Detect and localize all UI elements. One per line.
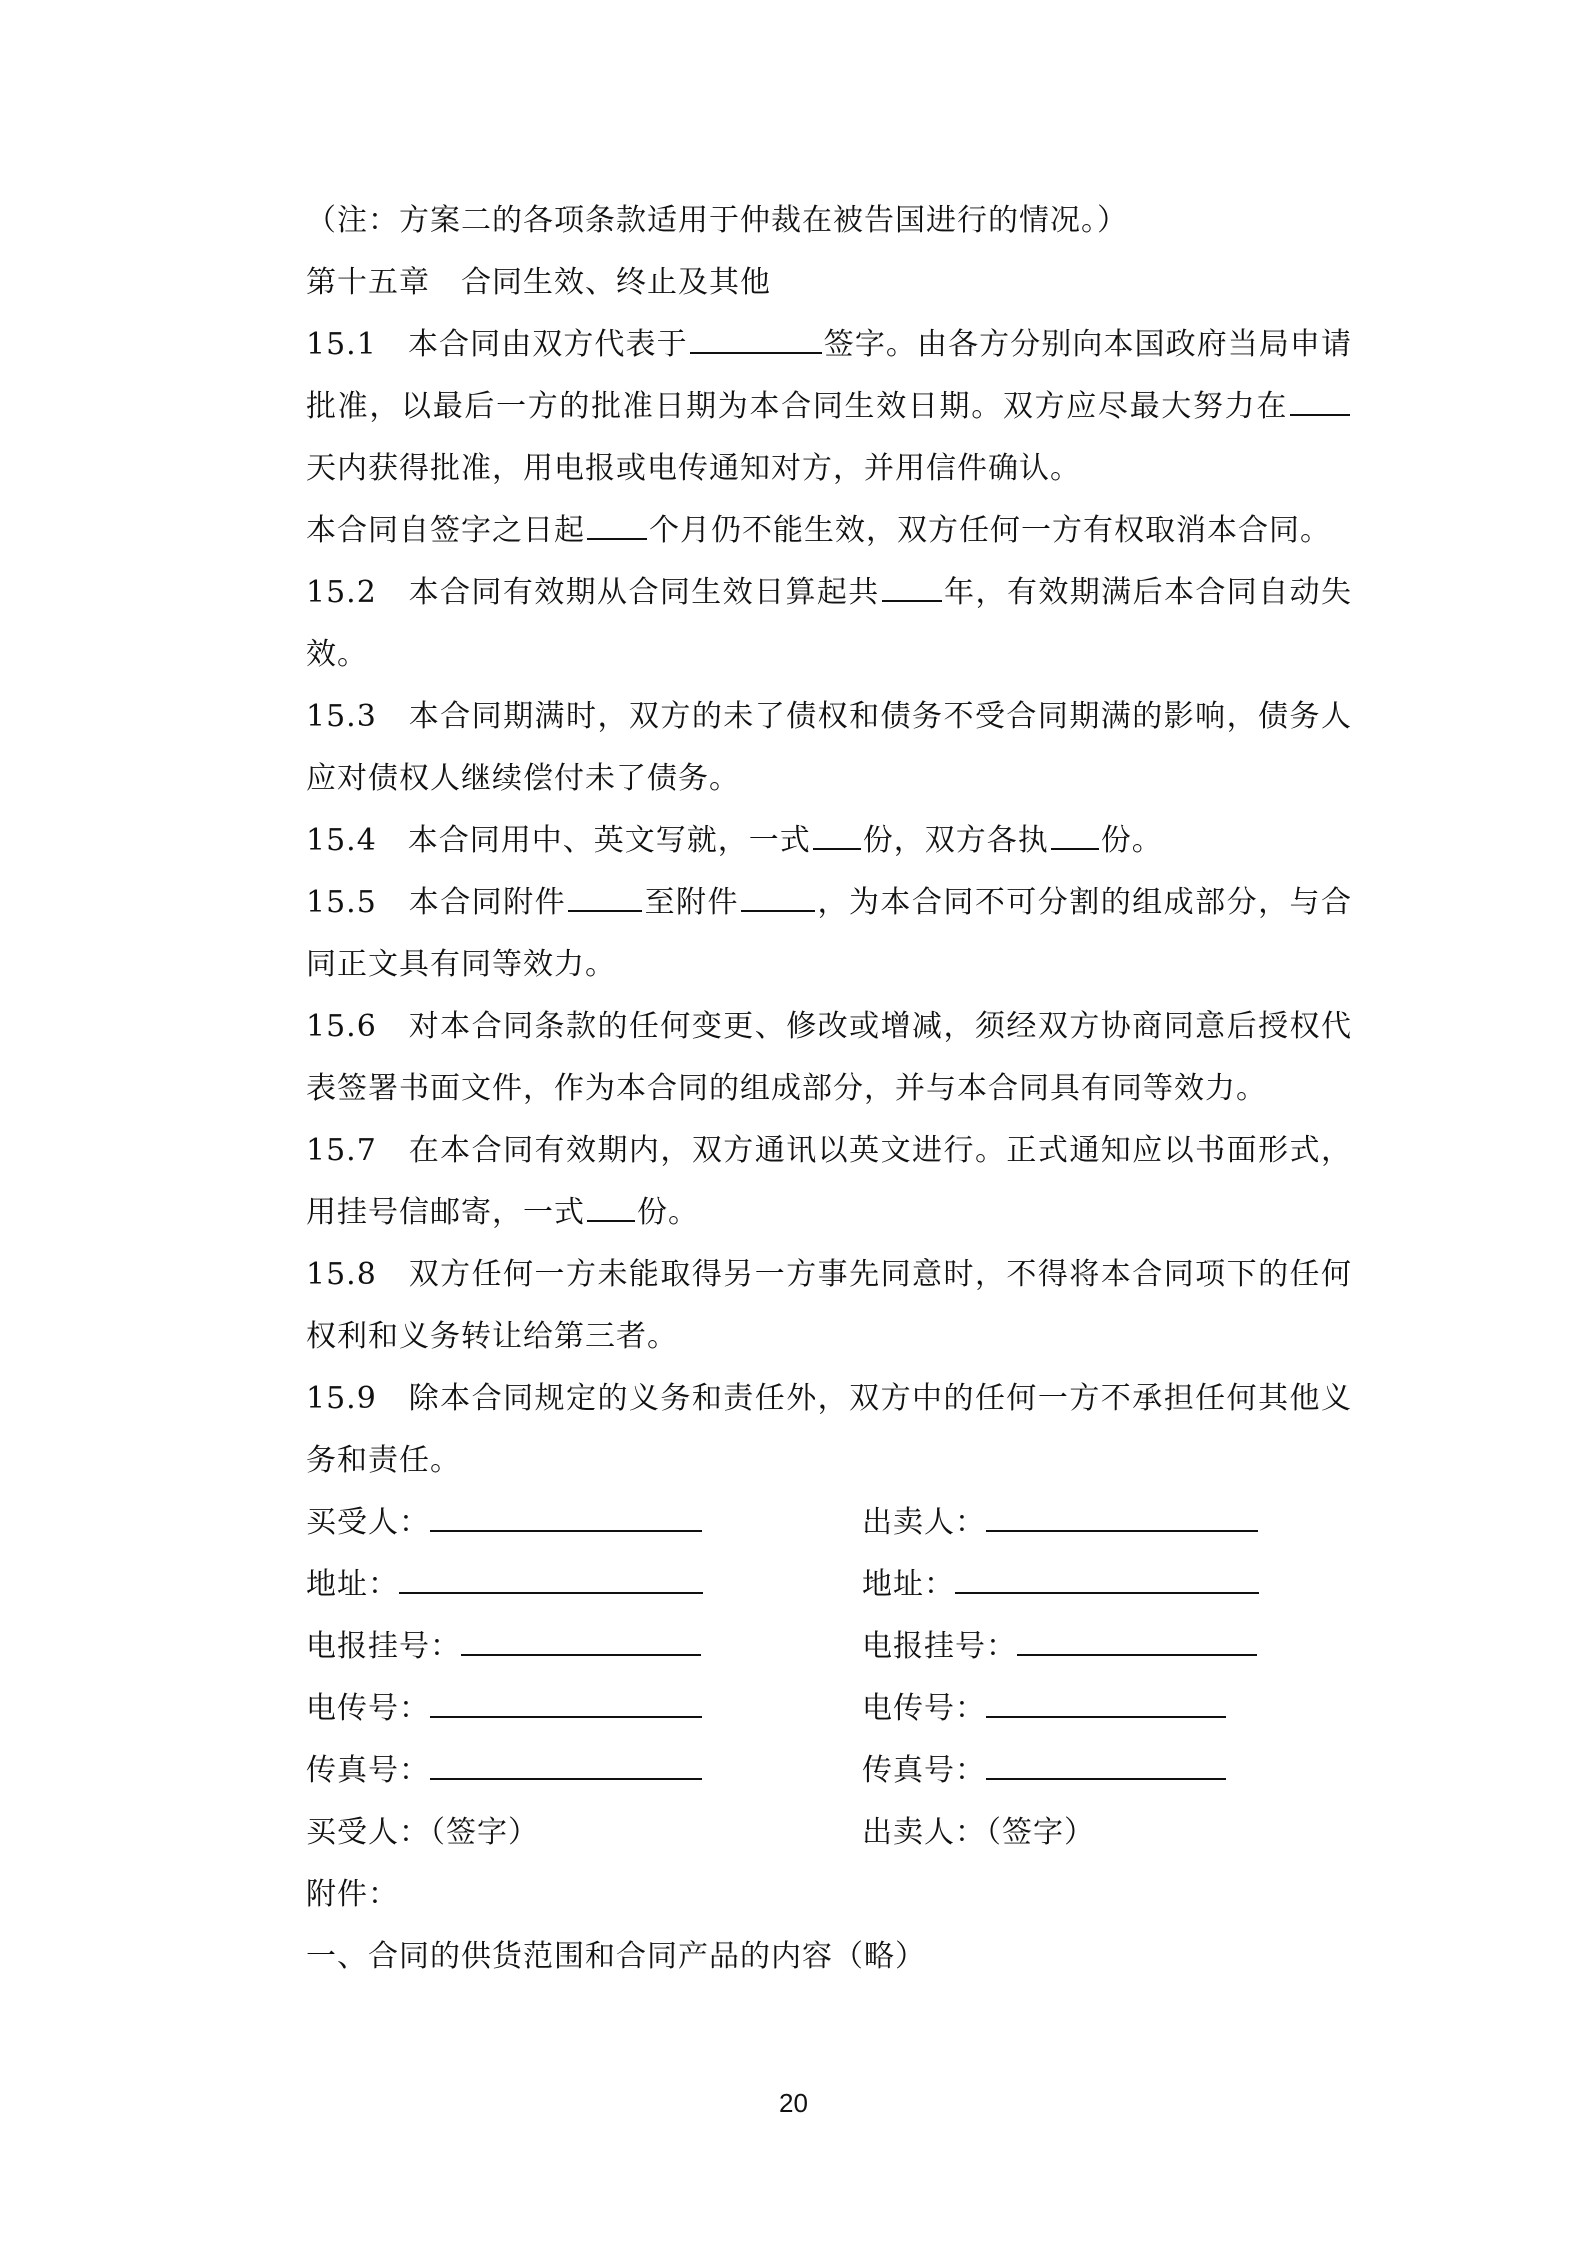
seller-cable-field: 电报挂号： <box>862 1616 1257 1678</box>
buyer-telex-line <box>430 1715 702 1718</box>
seller-telex-line <box>986 1715 1226 1718</box>
approval-days-blank <box>1290 413 1350 416</box>
appendix-label: 附件： <box>306 1877 399 1912</box>
seller-address-field: 地址： <box>862 1554 1259 1616</box>
buyer-telex-field: 电传号： <box>306 1678 702 1740</box>
signature-row-fax <box>242 1740 1352 1802</box>
appendix-from-blank <box>568 909 642 912</box>
buyer-address-line <box>399 1591 703 1594</box>
buyer-cable-field: 电报挂号： <box>306 1616 701 1678</box>
months-blank <box>587 537 647 540</box>
page-number: 20 <box>779 2088 808 2118</box>
clause-15-5: 15.5 本合同附件 至附件 ，为本合同不可分割的组成部分，与合同正文具有同等效力。 <box>306 885 1353 982</box>
appendix-item-1: 一、合同的供货范围和合同产品的内容（略） <box>306 1939 926 1974</box>
clause-15-1: 15.1 本合同由双方代表于 签字。由各方分别向本国政府当局申请批准，以最后一方的批准日期为本合同生效日期。双方应尽最大努力在天内获得批准，用电报或电传通知对方，并用信件确认。 <box>306 327 1353 486</box>
signature-row-sign <box>242 1802 1352 1864</box>
buyer-line <box>430 1529 702 1532</box>
signature-row-telex <box>242 1678 1352 1740</box>
seller-signature: 出卖人：（签字） <box>862 1815 1095 1850</box>
buyer-signature: 买受人：（签字） <box>306 1815 539 1850</box>
buyer-address-field: 地址： <box>306 1554 703 1616</box>
buyer-field: 买受人： <box>306 1492 702 1554</box>
arbitration-note: （注：方案二的各项条款适用于仲裁在被告国进行的情况。） <box>306 203 1128 238</box>
clause-15-6: 15.6 对本合同条款的任何变更、修改或增减，须经双方协商同意后授权代表签署书面文件，作为本合同的组成部分，并与本合同具有同等效力。 <box>306 1009 1352 1106</box>
seller-cable-line <box>1017 1653 1257 1656</box>
copies-blank <box>813 847 861 850</box>
buyer-cable-line <box>461 1653 701 1656</box>
seller-address-line <box>955 1591 1259 1594</box>
clause-15-7: 15.7 在本合同有效期内，双方通讯以英文进行。正式通知应以书面形式，用挂号信邮寄，一式 份。 <box>306 1133 1352 1230</box>
signature-row-cable <box>242 1616 1352 1678</box>
copies-each-blank <box>1051 847 1099 850</box>
signing-place-blank <box>690 351 822 354</box>
clause-15-3: 15.3 本合同期满时，双方的未了债权和债务不受合同期满的影响，债务人应对债权人继续偿付未了债务。 <box>306 699 1352 796</box>
buyer-fax-line <box>430 1777 702 1780</box>
seller-telex-field: 电传号： <box>862 1678 1226 1740</box>
clause-15-9: 15.9 除本合同规定的义务和责任外，双方中的任何一方不承担任何其他义务和责任。 <box>306 1381 1352 1478</box>
signature-row-party <box>242 1492 1352 1554</box>
clause-15-4: 15.4 本合同用中、英文写就，一式 份，双方各执 份。 <box>306 823 1163 858</box>
buyer-fax-field: 传真号： <box>306 1740 702 1802</box>
seller-line <box>986 1529 1258 1532</box>
seller-fax-field: 传真号： <box>862 1740 1226 1802</box>
appendix-to-blank <box>741 909 815 912</box>
seller-field: 出卖人： <box>862 1492 1258 1554</box>
clause-15-1-paragraph-2: 本合同自签字之日起 个月仍不能生效，双方任何一方有权取消本合同。 <box>306 513 1331 548</box>
clause-15-2: 15.2 本合同有效期从合同生效日算起共 年，有效期满后本合同自动失效。 <box>306 575 1353 672</box>
clause-15-8: 15.8 双方任何一方未能取得另一方事先同意时，不得将本合同项下的任何权利和义务转让给第三者。 <box>306 1257 1352 1354</box>
document-body <box>242 190 1352 1988</box>
years-blank <box>882 599 942 602</box>
seller-fax-line <box>986 1777 1226 1780</box>
signature-row-address <box>242 1554 1352 1616</box>
mail-copies-blank <box>587 1219 635 1222</box>
chapter-title: 第十五章 合同生效、终止及其他 <box>306 265 771 300</box>
